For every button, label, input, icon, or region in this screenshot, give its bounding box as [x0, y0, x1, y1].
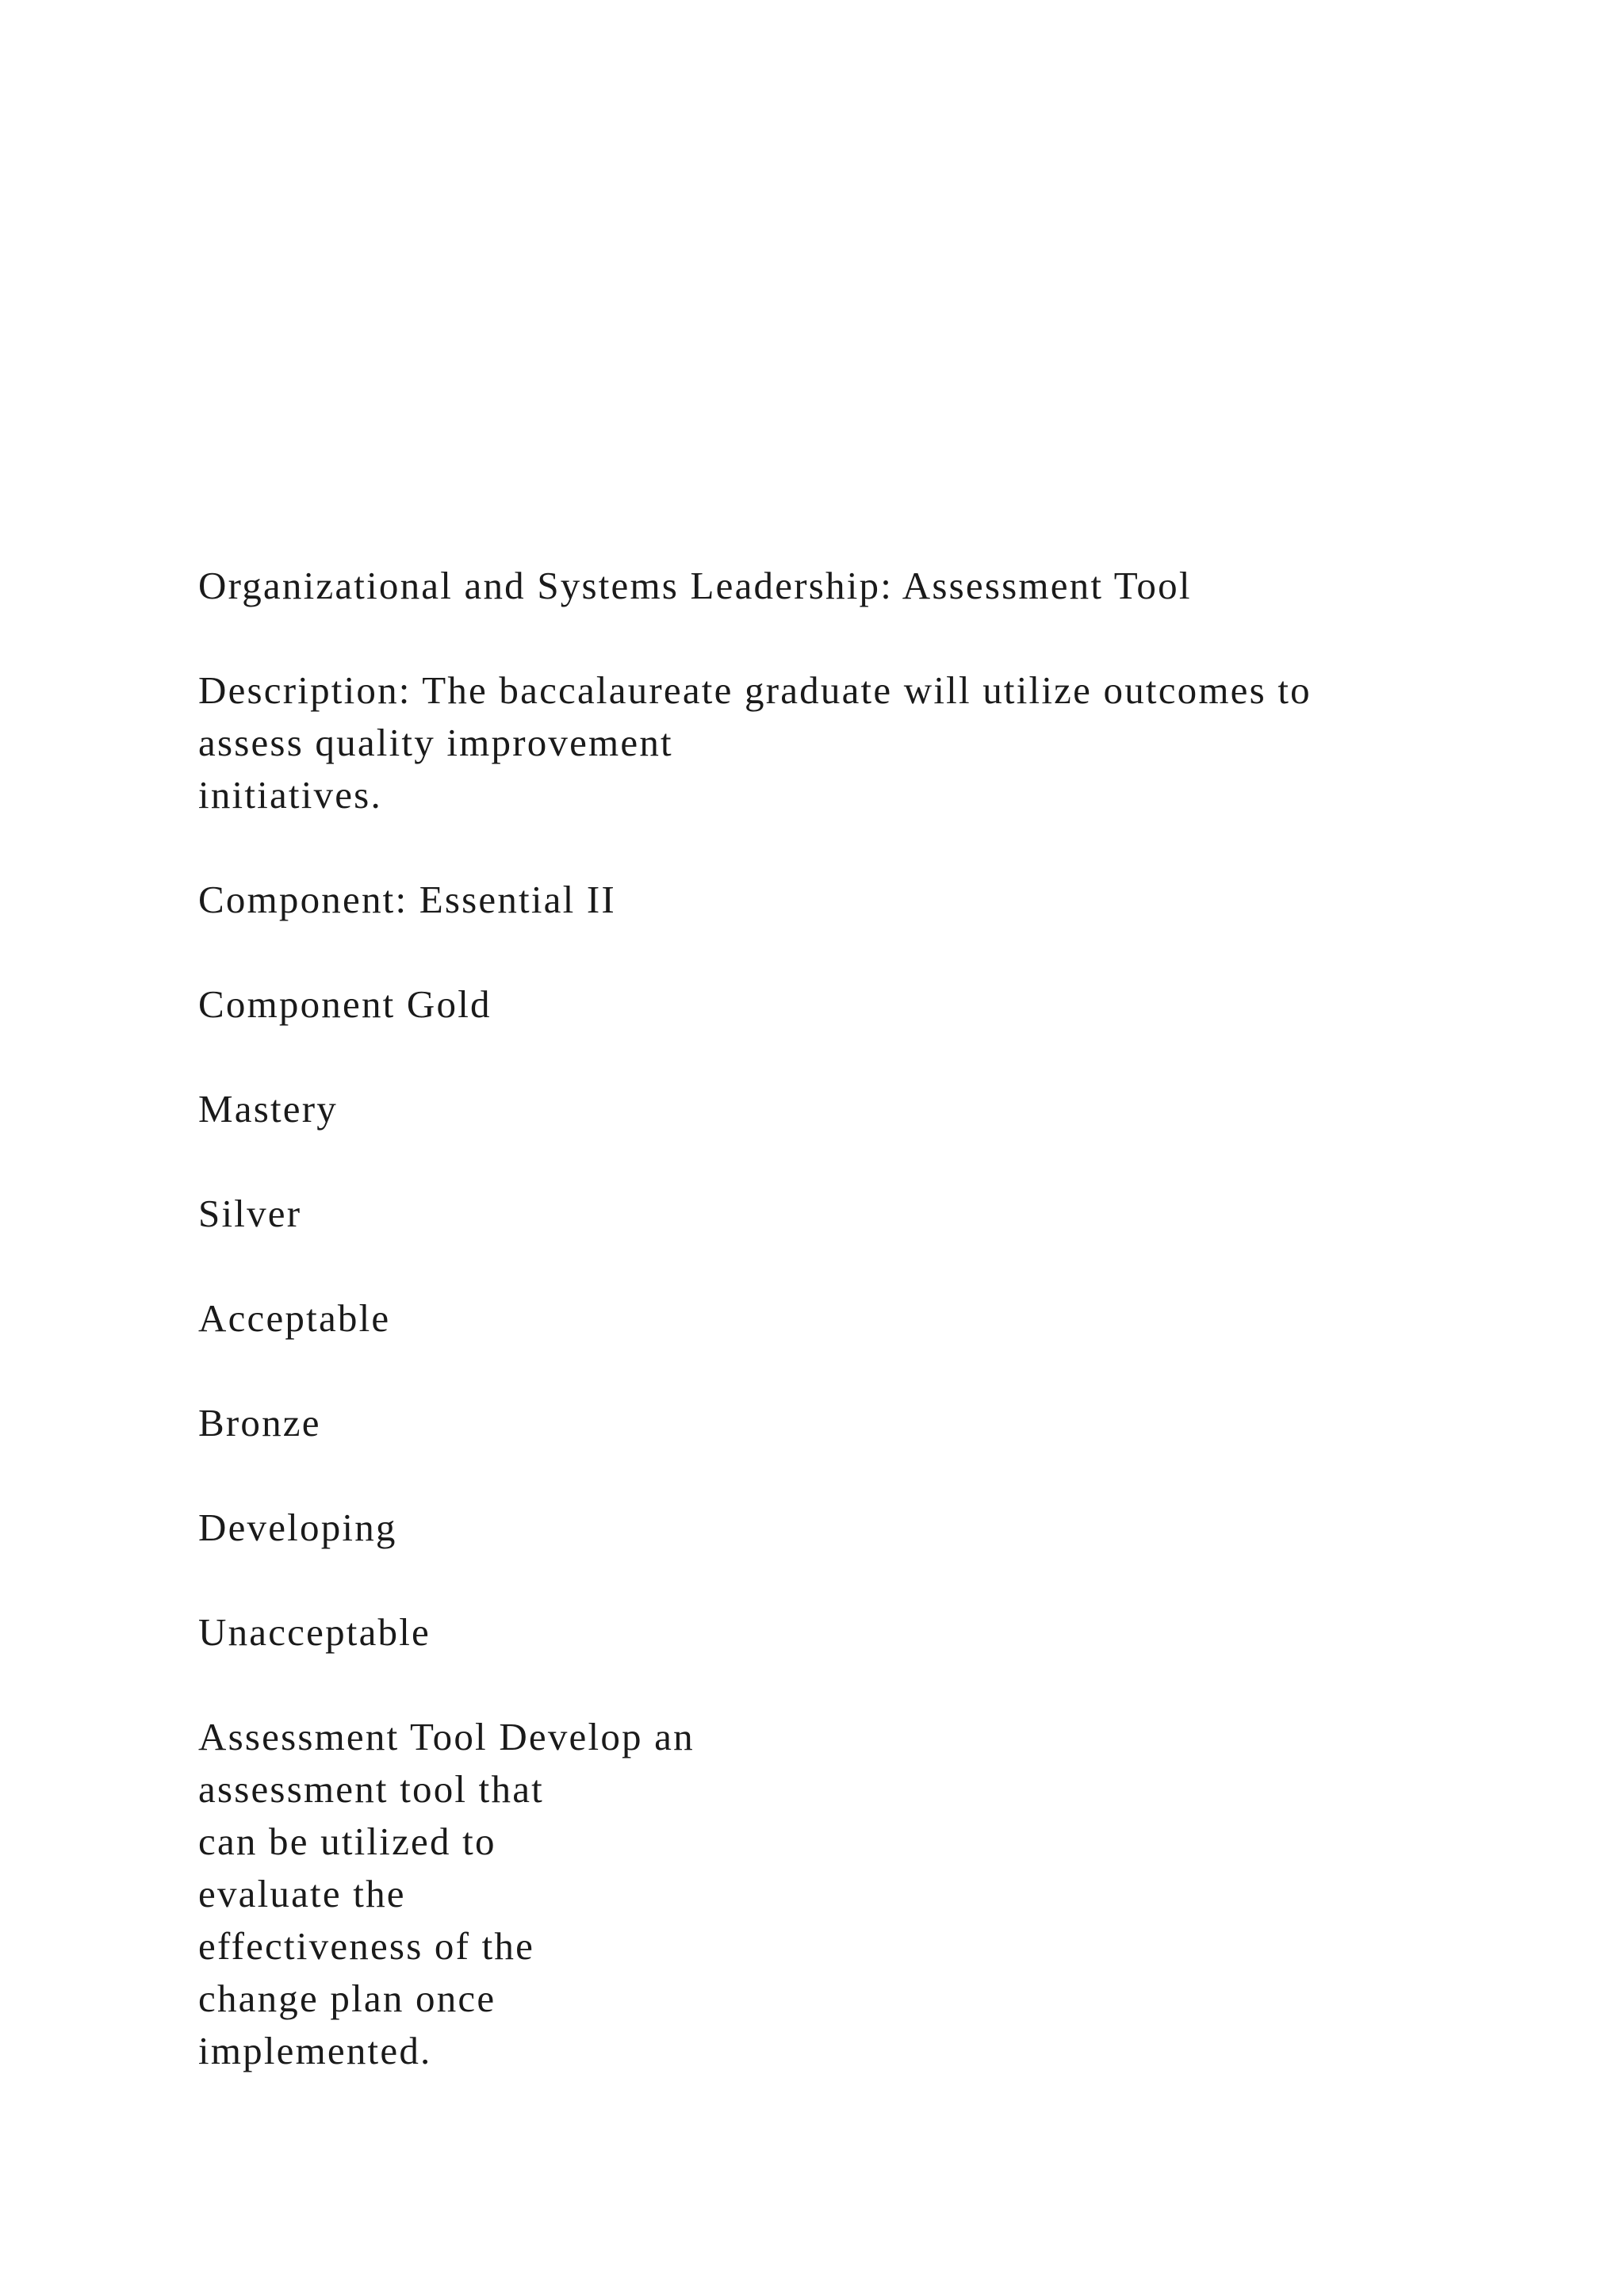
- assessment-tool-line: Assessment Tool Develop an: [198, 1715, 695, 1758]
- description-line: initiatives.: [198, 773, 382, 817]
- assessment-tool-line: effectiveness of the: [198, 1924, 535, 1968]
- acceptable-label: Acceptable: [198, 1296, 391, 1340]
- developing-label: Developing: [198, 1506, 397, 1549]
- assessment-tool-paragraph: [198, 1711, 695, 2077]
- silver-label: Silver: [198, 1192, 302, 1235]
- bronze-label: Bronze: [198, 1401, 321, 1445]
- description-paragraph: [198, 664, 1312, 821]
- document-title: Organizational and Systems Leadership: Assessment Tool: [198, 564, 1192, 607]
- component-line: Component: Essential II: [198, 878, 616, 921]
- assessment-tool-line: change plan once: [198, 1976, 496, 2020]
- assessment-tool-line: assessment tool that: [198, 1767, 544, 1811]
- assessment-tool-line: can be utilized to: [198, 1820, 496, 1863]
- description-line: Description: The baccalaureate graduate will utilize outcomes to: [198, 668, 1312, 712]
- assessment-tool-line: implemented.: [198, 2029, 432, 2072]
- assessment-tool-line: evaluate the: [198, 1872, 406, 1915]
- component-gold-heading: Component Gold: [198, 982, 492, 1026]
- mastery-label: Mastery: [198, 1087, 338, 1131]
- unacceptable-label: Unacceptable: [198, 1610, 431, 1654]
- description-line: assess quality improvement: [198, 721, 673, 764]
